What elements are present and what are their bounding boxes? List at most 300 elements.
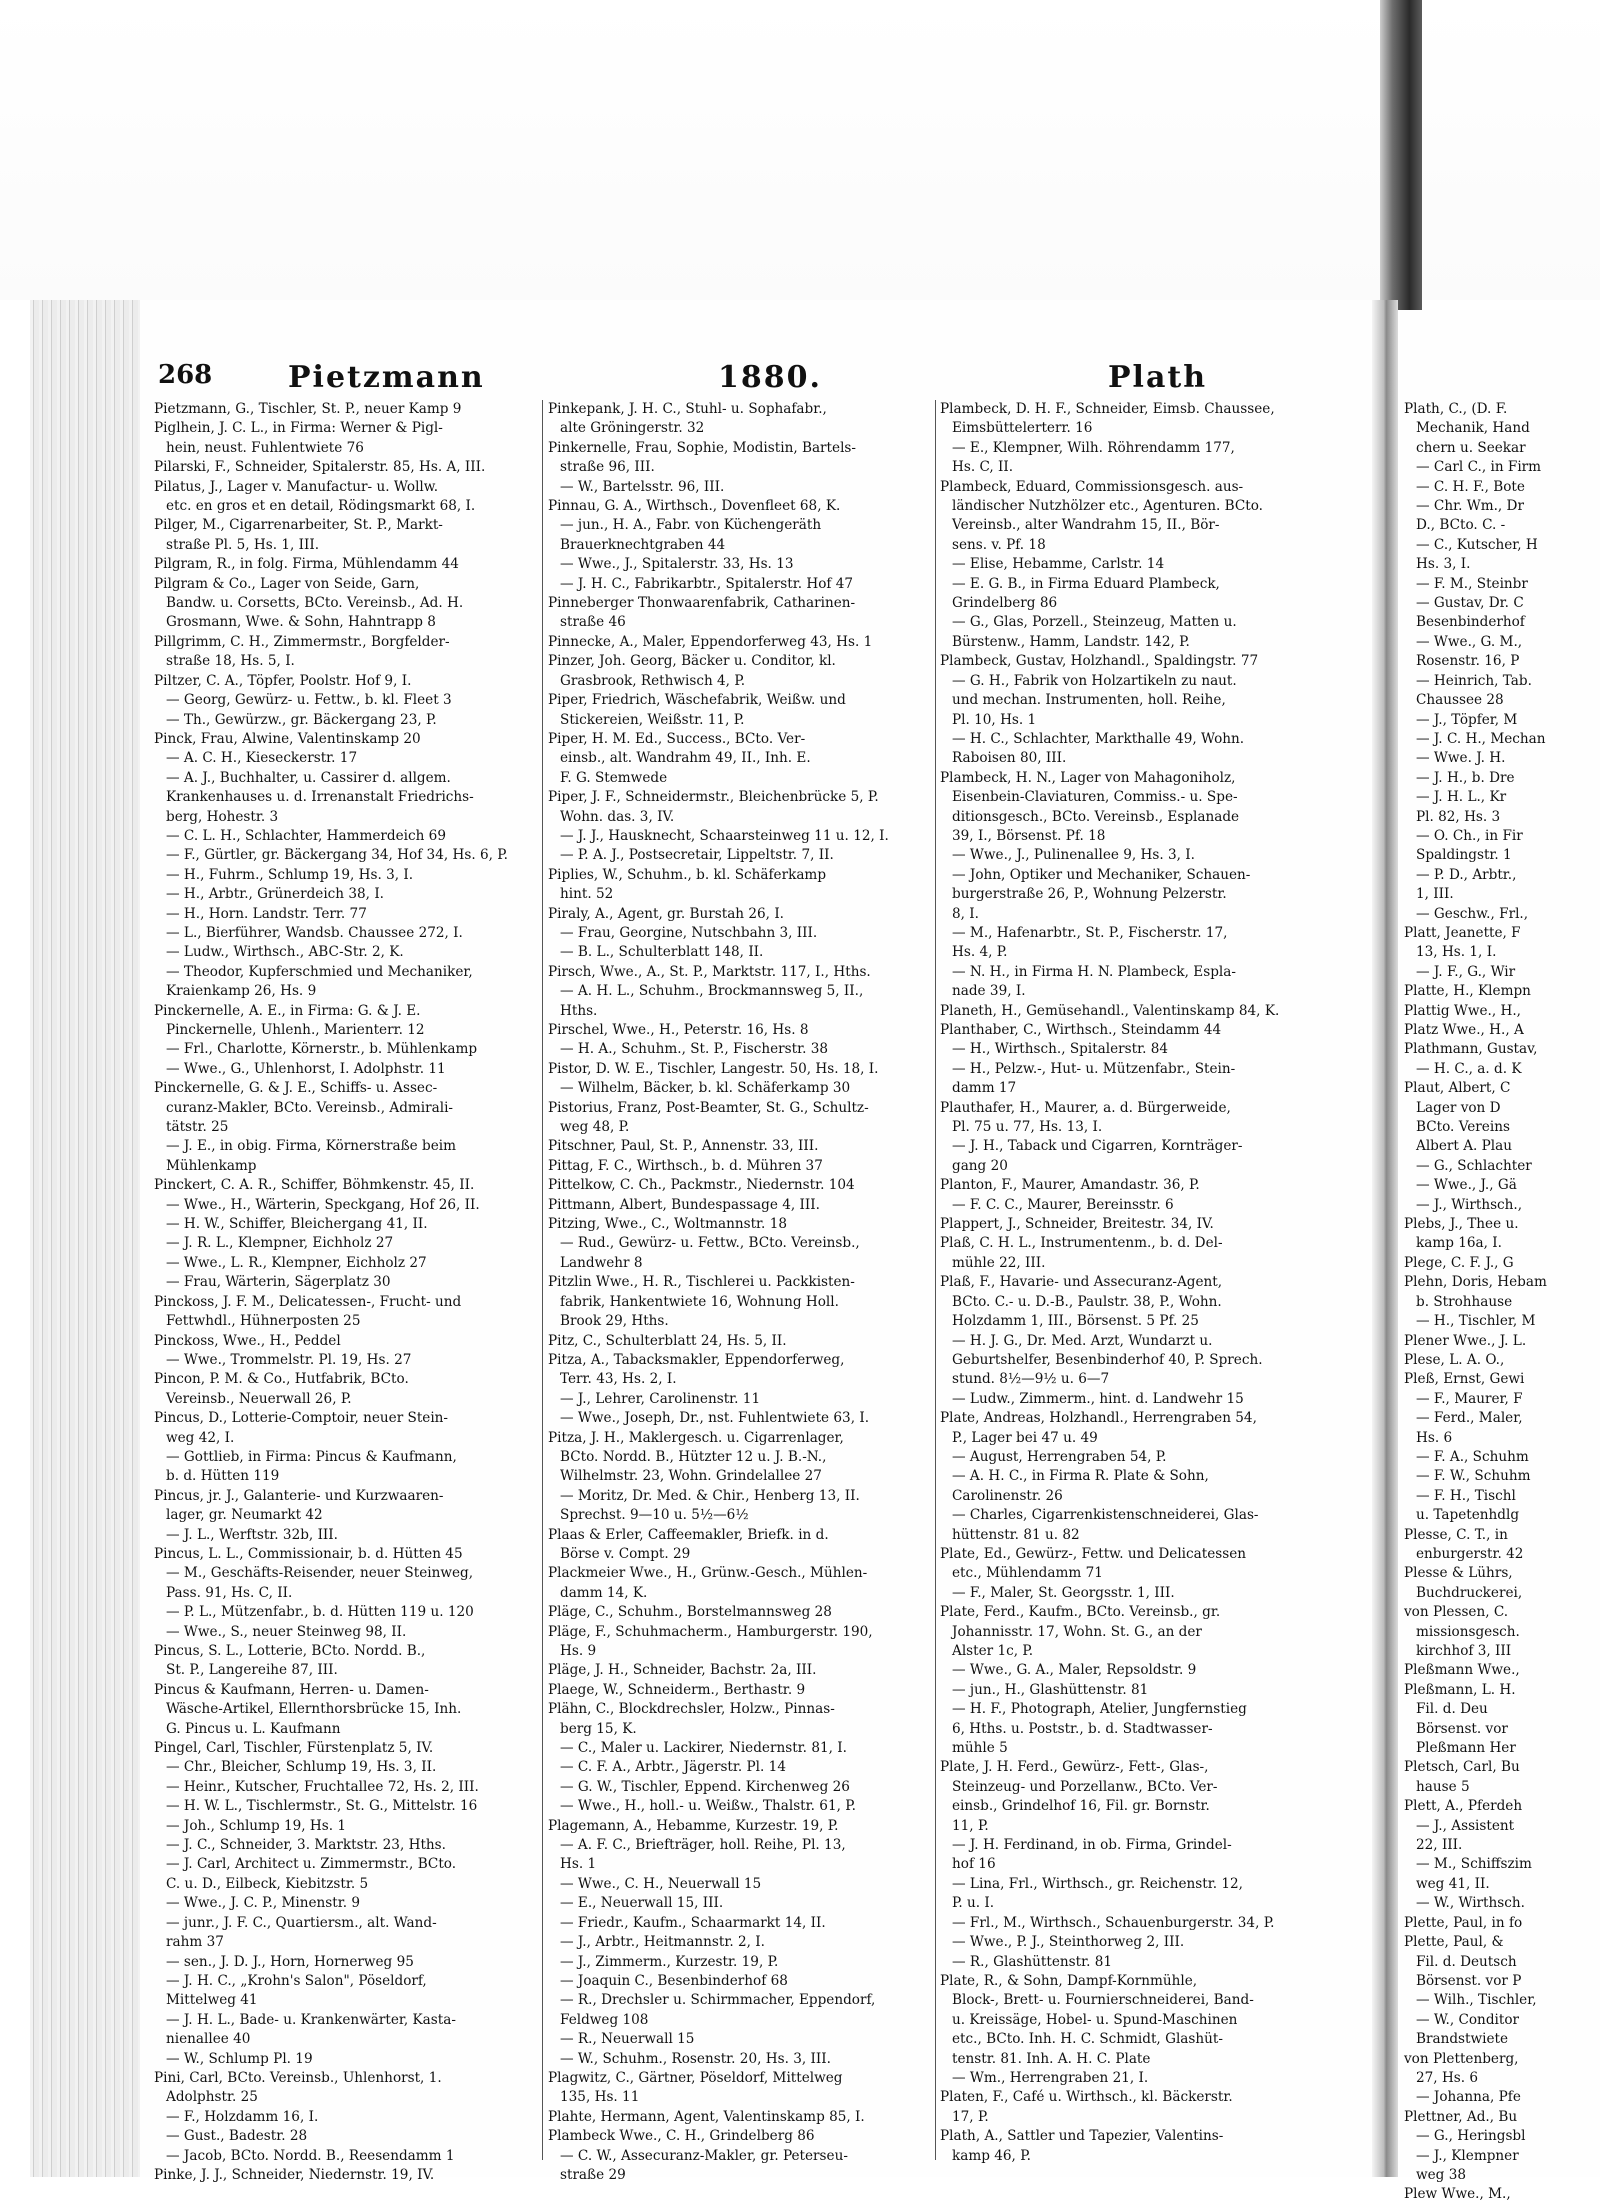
- directory-entry-line: Buchdruckerei,: [1416, 1584, 1523, 1601]
- directory-entry-line: weg 42, I.: [166, 1429, 235, 1446]
- directory-entry-line: — Heinrich, Tab.: [1416, 672, 1532, 689]
- directory-entry-line: Pitzing, Wwe., C., Woltmannstr. 18: [548, 1216, 787, 1233]
- directory-entry-line: — C. L. H., Schlachter, Hammerdeich 69: [166, 827, 446, 844]
- directory-entry-line: Plette, Paul, &: [1404, 1934, 1504, 1951]
- directory-page: [140, 300, 1372, 2183]
- directory-entry-line: — J., Zimmerm., Kurzestr. 19, P.: [560, 1953, 779, 1970]
- directory-entry-line: — Ferd., Maler,: [1416, 1410, 1523, 1427]
- directory-entry-line: ländischer Nutzhölzer etc., Agenturen. BCto.: [952, 498, 1263, 515]
- directory-entry-line: — H. W., Schiffer, Bleichergang 41, II.: [166, 1216, 428, 1233]
- directory-entry-line: chern u. Seekar: [1416, 439, 1526, 456]
- directory-entry-line: — A. H. L., Schuhm., Brockmannsweg 5, II.,: [560, 983, 864, 1000]
- directory-entry-line: St. P., Langereihe 87, III.: [166, 1662, 338, 1679]
- directory-entry-line: Piper, Friedrich, Wäschefabrik, Weißw. und: [548, 692, 846, 709]
- directory-entry-line: Pinnecke, A., Maler, Eppendorferweg 43, Hs. 1: [548, 633, 873, 650]
- directory-entry-line: Pinckoss, J. F. M., Delicatessen-, Frucht- und: [154, 1293, 462, 1310]
- directory-entry-line: missionsgesch.: [1416, 1623, 1520, 1640]
- directory-entry-line: — H. W. L., Tischlermstr., St. G., Mittelstr. 16: [166, 1798, 478, 1815]
- directory-entry-line: — Gust., Badestr. 28: [166, 2128, 308, 2145]
- directory-entry-line: — Charles, Cigarrenkistenschneiderei, Glas-: [952, 1507, 1259, 1524]
- directory-entry-line: — H., Wirthsch., Spitalerstr. 84: [952, 1041, 1169, 1058]
- directory-entry-line: Steinzeug- und Porzellanw., BCto. Ver-: [952, 1778, 1218, 1795]
- directory-entry-line: Brauerknechtgraben 44: [560, 536, 726, 553]
- directory-entry-line: tätstr. 25: [166, 1119, 229, 1136]
- directory-entry-line: Planton, F., Maurer, Amandastr. 36, P.: [940, 1177, 1200, 1194]
- directory-entry-line: — J. C., Schneider, 3. Marktstr. 23, Hths.: [166, 1837, 446, 1854]
- directory-entry-line: F. G. Stemwede: [560, 769, 668, 786]
- directory-entry-line: — John, Optiker und Mechaniker, Schauen-: [952, 866, 1251, 883]
- directory-entry-line: kamp 46, P.: [952, 2147, 1031, 2164]
- directory-entry-line: Holzdamm 1, III., Börsenst. 5 Pf. 25: [952, 1313, 1199, 1330]
- directory-entry-line: — C. F. A., Arbtr., Jägerstr. Pl. 14: [560, 1759, 786, 1776]
- directory-entry-line: — H. J. G., Dr. Med. Arzt, Wundarzt u.: [952, 1332, 1213, 1349]
- directory-entry-line: Platte, H., Klempn: [1404, 983, 1531, 1000]
- directory-entry-line: Pl. 75 u. 77, Hs. 13, I.: [952, 1119, 1103, 1136]
- directory-entry-line: — J. H. L., Bade- u. Krankenwärter, Kasta-: [166, 2011, 456, 2028]
- directory-entry-line: 13, Hs. 1, I.: [1416, 944, 1497, 961]
- directory-entry-line: Pini, Carl, BCto. Vereinsb., Uhlenhorst, 1.: [154, 2069, 442, 2086]
- directory-entry-line: — H., Arbtr., Grünerdeich 38, I.: [166, 886, 385, 903]
- directory-entry-line: Pinckert, C. A. R., Schiffer, Böhmkenstr. 45, II.: [154, 1177, 475, 1194]
- directory-entry-line: etc. en gros et en detail, Rödingsmarkt 68, I.: [166, 498, 476, 515]
- directory-entry-line: 22, III.: [1416, 1837, 1463, 1854]
- directory-entry-line: — W., Conditor: [1416, 2011, 1520, 2028]
- directory-entry-line: — B. L., Schulterblatt 148, II.: [560, 944, 764, 961]
- directory-entry-line: hint. 52: [560, 886, 614, 903]
- entries-column-1: [154, 400, 542, 2183]
- directory-entry-line: — J. C. H., Mechan: [1416, 730, 1546, 747]
- directory-entry-line: — Chr. Wm., Dr: [1416, 498, 1524, 515]
- directory-entry-line: — August, Herrengraben 54, P.: [952, 1448, 1167, 1465]
- directory-entry-line: P., Lager bei 47 u. 49: [952, 1429, 1098, 1446]
- directory-entry-line: Johannisstr. 17, Wohn. St. G., an der: [952, 1623, 1202, 1640]
- directory-entry-line: — J., Arbtr., Heitmannstr. 2, I.: [560, 1934, 765, 1951]
- directory-entry-line: Piltzer, C. A., Töpfer, Poolstr. Hof 9, I.: [154, 672, 412, 689]
- directory-entry-line: — Rud., Gewürz- u. Fettw., BCto. Vereinsb.,: [560, 1235, 860, 1252]
- directory-entry-line: — Wwe., J., Pulinenallee 9, Hs. 3, I.: [952, 847, 1195, 864]
- directory-entry-line: alte Gröningerstr. 32: [560, 420, 705, 437]
- directory-entry-line: — A. J., Buchhalter, u. Cassirer d. allgem.: [166, 769, 451, 786]
- directory-entry-line: — Frl., M., Wirthsch., Schauenburgerstr. 34, P.: [952, 1914, 1275, 1931]
- directory-entry-line: Piper, J. F., Schneidermstr., Bleichenbrücke 5, P.: [548, 789, 879, 806]
- directory-entry-line: Plettner, Ad., Bu: [1404, 2108, 1518, 2125]
- directory-entry-line: Rosenstr. 16, P: [1416, 653, 1520, 670]
- directory-entry-line: — F. W., Schuhm: [1416, 1468, 1531, 1485]
- directory-entry-line: Plette, Paul, in fo: [1404, 1914, 1523, 1931]
- directory-entry-line: Wäsche-Artikel, Ellernthorsbrücke 15, Inh.: [166, 1701, 462, 1718]
- directory-entry-line: Pleß, Ernst, Gewi: [1404, 1371, 1525, 1388]
- directory-entry-line: — Gustav, Dr. C: [1416, 595, 1524, 612]
- directory-entry-line: — F., Holzdamm 16, I.: [166, 2108, 319, 2125]
- directory-entry-line: Plattig Wwe., H.,: [1404, 1002, 1522, 1019]
- directory-entry-line: — W., Schuhm., Rosenstr. 20, Hs. 3, III.: [560, 2050, 831, 2067]
- directory-entry-line: Plate, J. H. Ferd., Gewürz-, Fett-, Glas-,: [940, 1759, 1209, 1776]
- directory-entry-line: — G. W., Tischler, Eppend. Kirchenweg 26: [560, 1778, 850, 1795]
- directory-entry-line: Plett, A., Pferdeh: [1404, 1798, 1523, 1815]
- directory-entry-line: Landwehr 8: [560, 1254, 643, 1271]
- directory-entry-line: C. u. D., Eilbeck, Kiebitzstr. 5: [166, 1875, 369, 1892]
- directory-entry-line: Eisenbein-Claviaturen, Commiss.- u. Spe-: [952, 789, 1238, 806]
- directory-entry-line: mühle 22, III.: [952, 1254, 1046, 1271]
- directory-entry-line: Pistorius, Franz, Post-Beamter, St. G., Schultz-: [548, 1099, 869, 1116]
- directory-entry-line: u. Kreissäge, Hobel- u. Spund-Maschinen: [952, 2011, 1238, 2028]
- directory-entry-line: — Wwe., Joseph, Dr., nst. Fuhlentwiete 63, I.: [560, 1410, 870, 1427]
- directory-entry-line: kamp 16a, I.: [1416, 1235, 1502, 1252]
- directory-entry-line: Hs. C, II.: [952, 459, 1014, 476]
- directory-entry-line: Fil. d. Deu: [1416, 1701, 1488, 1718]
- directory-entry-line: P. u. I.: [952, 1895, 995, 1912]
- directory-entry-line: Plaege, W., Schneiderm., Berthastr. 9: [548, 1681, 806, 1698]
- directory-entry-line: u. Tapetenhdlg: [1416, 1507, 1520, 1524]
- directory-entry-line: Pitza, A., Tabacksmakler, Eppendorferweg,: [548, 1351, 845, 1368]
- directory-entry-line: — C., Maler u. Lackirer, Niedernstr. 81, I.: [560, 1740, 847, 1757]
- directory-entry-line: — F., Maler, St. Georgsstr. 1, III.: [952, 1584, 1175, 1601]
- directory-entry-line: Feldweg 108: [560, 2011, 649, 2028]
- directory-entry-line: Platz Wwe., H., A: [1404, 1022, 1524, 1038]
- facing-page-partial: [1398, 310, 1600, 2203]
- directory-entry-line: einsb., Grindelhof 16, Fil. gr. Bornstr.: [952, 1798, 1210, 1815]
- directory-entry-line: Plagemann, A., Hebamme, Kurzestr. 19, P.: [548, 1817, 839, 1834]
- directory-entry-line: — J. E., in obig. Firma, Körnerstraße beim: [166, 1138, 456, 1155]
- directory-entry-line: Carolinenstr. 26: [952, 1487, 1063, 1504]
- directory-entry-line: Plaß, C. H. L., Instrumentenm., b. d. Del-: [940, 1235, 1223, 1252]
- directory-entry-line: Pilgram & Co., Lager von Seide, Garn,: [154, 575, 420, 592]
- directory-entry-line: — Johanna, Pfe: [1416, 2089, 1521, 2106]
- directory-entry-line: — Wwe., P. J., Steinthorweg 2, III.: [952, 1934, 1185, 1951]
- directory-entry-line: Piper, H. M. Ed., Success., BCto. Ver-: [548, 730, 806, 747]
- directory-entry-line: Pillgrimm, C. H., Zimmermstr., Borgfelder-: [154, 633, 450, 650]
- directory-entry-line: — Ludw., Zimmerm., hint. d. Landwehr 15: [952, 1390, 1244, 1407]
- directory-entry-line: Plambeck, Eduard, Commissionsgesch. aus-: [940, 478, 1244, 495]
- directory-entry-line: — Wwe., S., neuer Steinweg 98, II.: [166, 1623, 407, 1640]
- directory-entry-line: weg 48, P.: [560, 1119, 630, 1136]
- directory-entry-line: damm 17: [952, 1080, 1017, 1097]
- directory-entry-line: — J. R. L., Klempner, Eichholz 27: [166, 1235, 394, 1252]
- directory-entry-line: Plambeck Wwe., C. H., Grindelberg 86: [548, 2128, 815, 2145]
- directory-entry-line: Adolphstr. 25: [166, 2089, 258, 2106]
- directory-entry-line: einsb., alt. Wandrahm 49, II., Inh. E.: [560, 750, 811, 767]
- directory-entry-line: Plate, Ed., Gewürz-, Fettw. und Delicatessen: [940, 1545, 1246, 1562]
- directory-entry-line: — Jacob, BCto. Nordd. B., Reesendamm 1: [166, 2147, 455, 2164]
- directory-entry-line: — J., Lehrer, Carolinenstr. 11: [560, 1390, 761, 1407]
- directory-entry-line: Alster 1c, P.: [952, 1643, 1034, 1659]
- directory-entry-line: — P. A. J., Postsecretair, Lippeltstr. 7, II.: [560, 847, 834, 864]
- directory-entry-line: Wilhelmstr. 23, Wohn. Grindelallee 27: [560, 1468, 822, 1485]
- directory-entry-line: Pläge, C., Schuhm., Borstelmannsweg 28: [548, 1604, 832, 1621]
- directory-entry-line: — J. H., b. Dre: [1416, 769, 1515, 786]
- directory-entry-line: Lager von D: [1416, 1099, 1501, 1116]
- directory-entry-line: — P. D., Arbtr.,: [1416, 866, 1517, 883]
- directory-entry-line: G. Pincus u. L. Kaufmann: [166, 1720, 341, 1737]
- directory-entry-line: Vereinsb., alter Wandrahm 15, II., Bör-: [952, 517, 1220, 534]
- directory-entry-line: — M., Schiffszim: [1416, 1856, 1532, 1873]
- directory-entry-line: Plath, A., Sattler und Tapezier, Valentins-: [940, 2128, 1224, 2145]
- directory-entry-line: Grosmann, Wwe. & Sohn, Hahntrapp 8: [166, 614, 436, 631]
- directory-entry-line: enburgerstr. 42: [1416, 1545, 1524, 1562]
- directory-entry-line: Plate, R., & Sohn, Dampf-Kornmühle,: [940, 1972, 1198, 1989]
- directory-entry-line: Eimsbüttelerterr. 16: [952, 420, 1093, 437]
- directory-entry-line: Piraly, A., Agent, gr. Burstah 26, I.: [548, 905, 785, 922]
- directory-entry-line: Pilarski, F., Schneider, Spitalerstr. 85, Hs. A, III.: [154, 459, 486, 476]
- directory-entry-line: — J. L., Werftstr. 32b, III.: [166, 1526, 338, 1543]
- directory-entry-line: Pinckernelle, Uhlenh., Marienterr. 12: [166, 1022, 425, 1038]
- directory-entry-line: rahm 37: [166, 1934, 224, 1951]
- directory-entry-line: — Carl C., in Firm: [1416, 459, 1542, 476]
- directory-entry-line: — Geschw., Frl.,: [1416, 905, 1529, 922]
- entries-column-facing: [1404, 400, 1604, 2205]
- directory-entry-line: sens. v. Pf. 18: [952, 536, 1046, 553]
- directory-entry-line: Pittelkow, C. Ch., Packmstr., Niedernstr. 104: [548, 1177, 855, 1194]
- directory-entry-line: — Frau, Georgine, Nutschbahn 3, III.: [560, 924, 818, 941]
- directory-entry-line: Brandstwiete: [1416, 2031, 1509, 2048]
- directory-entry-line: Pilatus, J., Lager v. Manufactur- u. Wollw.: [154, 478, 439, 495]
- directory-entry-line: straße 46: [560, 614, 626, 631]
- header-left-catchword: Pietzmann: [288, 360, 485, 395]
- directory-entry-line: — M., Geschäfts-Reisender, neuer Steinweg,: [166, 1565, 474, 1582]
- directory-entry-line: Pinkernelle, Frau, Sophie, Modistin, Bartels-: [548, 439, 856, 456]
- directory-entry-line: Wohn. das. 3, IV.: [560, 808, 675, 825]
- directory-entry-line: — W., Schlump Pl. 19: [166, 2050, 313, 2067]
- directory-entry-line: stund. 8½—9½ u. 6—7: [952, 1371, 1110, 1388]
- directory-entry-line: Pinck, Frau, Alwine, Valentinskamp 20: [154, 730, 421, 747]
- directory-entry-line: etc., Mühlendamm 71: [952, 1565, 1103, 1582]
- directory-entry-line: Pinckernelle, G. & J. E., Schiffs- u. Assec-: [154, 1080, 438, 1097]
- directory-entry-line: — J., Klempner: [1416, 2147, 1519, 2164]
- directory-entry-line: — H. A., Schuhm., St. P., Fischerstr. 38: [560, 1041, 829, 1058]
- directory-entry-line: Plesse & Lührs,: [1404, 1565, 1513, 1582]
- directory-entry-line: Plambeck, Gustav, Holzhandl., Spaldingstr. 77: [940, 653, 1259, 670]
- directory-entry-line: Plesse, C. T., in: [1404, 1526, 1508, 1543]
- directory-entry-line: 6, Hths. u. Poststr., b. d. Stadtwasser-: [952, 1720, 1213, 1737]
- directory-entry-line: Pleßmann Her: [1416, 1740, 1516, 1757]
- directory-entry-line: — C. H. F., Bote: [1416, 478, 1525, 495]
- directory-entry-line: Krankenhauses u. d. Irrenanstalt Friedrichs-: [166, 789, 474, 806]
- directory-entry-line: straße 18, Hs. 5, I.: [166, 653, 295, 670]
- directory-entry-line: Pinnau, G. A., Wirthsch., Dovenfleet 68, K.: [548, 498, 841, 515]
- directory-entry-line: — H., Fuhrm., Schlump 19, Hs. 3, I.: [166, 866, 414, 883]
- directory-entry-line: — A. C. H., Kieseckerstr. 17: [166, 750, 358, 767]
- directory-entry-line: kirchhof 3, III: [1416, 1643, 1512, 1659]
- directory-entry-line: burgerstraße 26, P., Wohnung Pelzerstr.: [952, 886, 1227, 903]
- directory-entry-line: — Wwe., H., holl.- u. Weißw., Thalstr. 61, P.: [560, 1798, 856, 1815]
- directory-entry-line: weg 41, II.: [1416, 1875, 1490, 1892]
- directory-entry-line: und mechan. Instrumenten, holl. Reihe,: [952, 692, 1226, 709]
- directory-entry-line: Pletsch, Carl, Bu: [1404, 1759, 1520, 1776]
- directory-entry-line: hein, neust. Fuhlentwiete 76: [166, 439, 364, 456]
- directory-entry-line: — C. W., Assecuranz-Makler, gr. Peterseu-: [560, 2147, 848, 2164]
- directory-entry-line: Plappert, J., Schneider, Breitestr. 34, IV.: [940, 1216, 1214, 1233]
- directory-entry-line: Plener Wwe., J. L.: [1404, 1332, 1527, 1349]
- directory-entry-line: Pincus & Kaufmann, Herren- u. Damen-: [154, 1681, 429, 1698]
- directory-entry-line: straße 96, III.: [560, 459, 655, 476]
- directory-entry-line: Plackmeier Wwe., H., Grünw.-Gesch., Mühlen-: [548, 1565, 868, 1582]
- directory-entry-line: Pitza, J. H., Maklergesch. u. Cigarrenlager,: [548, 1429, 844, 1446]
- directory-entry-line: Kraienkamp 26, Hs. 9: [166, 983, 317, 1000]
- directory-entry-line: Plebs, J., Thee u.: [1404, 1216, 1519, 1233]
- directory-entry-line: Plaut, Albert, C: [1404, 1080, 1511, 1097]
- directory-entry-line: — Wwe., J., Spitalerstr. 33, Hs. 13: [560, 556, 794, 573]
- directory-entry-line: Terr. 43, Hs. 2, I.: [560, 1371, 677, 1388]
- directory-entry-line: — F. M., Steinbr: [1416, 575, 1528, 592]
- directory-entry-line: curanz-Makler, BCto. Vereinsb., Admirali-: [166, 1099, 454, 1116]
- directory-entry-line: weg 38: [1416, 2166, 1467, 2183]
- directory-entry-line: — J., Assistent: [1416, 1817, 1515, 1834]
- directory-entry-line: Plathmann, Gustav,: [1404, 1041, 1538, 1058]
- directory-entry-line: — Ludw., Wirthsch., ABC-Str. 2, K.: [166, 944, 404, 961]
- directory-entry-line: Stickereien, Weißstr. 11, P.: [560, 711, 745, 728]
- directory-entry-line: Pinckoss, Wwe., H., Peddel: [154, 1332, 341, 1349]
- directory-entry-line: — Lina, Frl., Wirthsch., gr. Reichenstr. 12,: [952, 1875, 1243, 1892]
- directory-entry-line: — jun., H., Glashüttenstr. 81: [952, 1681, 1149, 1698]
- directory-entry-line: Plate, Andreas, Holzhandl., Herrengraben 54,: [940, 1410, 1257, 1427]
- directory-entry-line: Plahte, Hermann, Agent, Valentinskamp 85, I.: [548, 2108, 865, 2125]
- directory-entry-line: fabrik, Hankentwiete 16, Wohnung Holl.: [560, 1293, 839, 1310]
- directory-entry-line: — Joaquin C., Besenbinderhof 68: [560, 1972, 788, 1989]
- directory-entry-line: mühle 5: [952, 1740, 1008, 1757]
- column-divider: [935, 400, 936, 2160]
- directory-entry-line: — Wwe., C. H., Neuerwall 15: [560, 1875, 762, 1892]
- directory-entry-line: — Wwe., J. C. P., Minenstr. 9: [166, 1895, 361, 1912]
- directory-entry-line: — E. G. B., in Firma Eduard Plambeck,: [952, 575, 1220, 592]
- directory-entry-line: — Chr., Bleicher, Schlump 19, Hs. 3, II.: [166, 1759, 437, 1776]
- directory-entry-line: — Frau, Wärterin, Sägerplatz 30: [166, 1274, 391, 1291]
- entries-column-3: [940, 400, 1328, 2164]
- directory-entry-line: nienallee 40: [166, 2031, 251, 2048]
- directory-entry-line: — Gottlieb, in Firma: Pincus & Kaufmann,: [166, 1448, 457, 1465]
- entries-column-2: [548, 400, 936, 2183]
- directory-entry-line: — Wilh., Tischler,: [1416, 1992, 1537, 2009]
- directory-entry-line: Platt, Jeanette, F: [1404, 924, 1521, 941]
- directory-entry-line: — J. Carl, Architect u. Zimmermstr., BCto.: [166, 1856, 457, 1873]
- directory-entry-line: Bürstenw., Hamm, Landstr. 142, P.: [952, 633, 1190, 650]
- directory-entry-line: Börsenst. vor: [1416, 1720, 1508, 1737]
- directory-entry-line: Plege, C. F. J., G: [1404, 1254, 1514, 1271]
- directory-entry-line: Hs. 6: [1416, 1429, 1453, 1446]
- directory-entry-line: 8, I.: [952, 905, 979, 922]
- directory-entry-line: Pitzlin Wwe., H. R., Tischlerei u. Packkisten-: [548, 1274, 855, 1291]
- directory-entry-line: — Joh., Schlump 19, Hs. 1: [166, 1817, 347, 1834]
- directory-entry-line: — Wwe., H., Wärterin, Speckgang, Hof 26, II.: [166, 1196, 480, 1213]
- directory-entry-line: — H. C., Schlachter, Markthalle 49, Wohn.: [952, 730, 1245, 747]
- directory-entry-line: Mechanik, Hand: [1416, 420, 1530, 437]
- directory-entry-line: — Friedr., Kaufm., Schaarmarkt 14, II.: [560, 1914, 826, 1931]
- directory-entry-line: ditionsgesch., BCto. Vereinsb., Esplanade: [952, 808, 1240, 825]
- directory-entry-line: von Plettenberg,: [1404, 2050, 1519, 2067]
- directory-entry-line: — Heinr., Kutscher, Fruchtallee 72, Hs. 2, III.: [166, 1778, 479, 1795]
- directory-entry-line: Pitz, C., Schulterblatt 24, Hs. 5, II.: [548, 1332, 787, 1349]
- directory-entry-line: Pl. 10, Hs. 1: [952, 711, 1037, 728]
- scan-background: [0, 0, 1600, 300]
- directory-entry-line: 17, P.: [952, 2108, 989, 2125]
- directory-entry-line: Pilger, M., Cigarrenarbeiter, St. P., Markt-: [154, 517, 443, 534]
- directory-entry-line: Piplies, W., Schuhm., b. kl. Schäferkamp: [548, 866, 827, 883]
- directory-entry-line: Plähn, C., Blockdrechsler, Holzw., Pinnas-: [548, 1701, 835, 1718]
- directory-entry-line: etc., BCto. Inh. H. C. Schmidt, Glashüt-: [952, 2031, 1223, 2048]
- directory-entry-line: — E., Neuerwall 15, III.: [560, 1895, 724, 1912]
- directory-entry-line: — W., Wirthsch.: [1416, 1895, 1525, 1912]
- directory-entry-line: — O. Ch., in Fir: [1416, 827, 1523, 844]
- directory-entry-line: Albert A. Plau: [1416, 1138, 1513, 1155]
- directory-entry-line: — sen., J. D. J., Horn, Hornerweg 95: [166, 1953, 414, 1970]
- directory-entry-line: Plew Wwe., M.,: [1404, 2186, 1511, 2203]
- directory-entry-line: straße Pl. 5, Hs. 1, III.: [166, 536, 320, 553]
- directory-entry-line: — L., Bierführer, Wandsb. Chaussee 272, I.: [166, 924, 463, 941]
- directory-entry-line: Plambeck, D. H. F., Schneider, Eimsb. Chaussee,: [940, 401, 1275, 417]
- directory-entry-line: straße 29: [560, 2166, 626, 2183]
- directory-entry-line: — Wwe., G., Uhlenhorst, I. Adolphstr. 11: [166, 1060, 446, 1077]
- directory-entry-line: — G., Schlachter: [1416, 1157, 1532, 1174]
- page-number: 268: [158, 360, 213, 390]
- directory-entry-line: nade 39, I.: [952, 983, 1026, 1000]
- directory-entry-line: Fettwhdl., Hühnerposten 25: [166, 1313, 361, 1330]
- directory-entry-line: — J. J., Hausknecht, Schaarsteinweg 11 u. 12, I.: [560, 827, 889, 844]
- directory-entry-line: Mühlenkamp: [166, 1157, 257, 1174]
- directory-entry-line: 1, III.: [1416, 886, 1454, 903]
- directory-entry-line: gang 20: [952, 1157, 1008, 1174]
- header-right-catchword: Plath: [1108, 360, 1208, 395]
- directory-entry-line: — F. C. C., Maurer, Bereinsstr. 6: [952, 1196, 1174, 1213]
- directory-entry-line: Pläge, F., Schuhmacherm., Hamburgerstr. 190,: [548, 1623, 873, 1640]
- directory-entry-line: Raboisen 80, III.: [952, 750, 1067, 767]
- directory-entry-line: Börsenst. vor P: [1416, 1972, 1522, 1989]
- directory-entry-line: — Wwe., G. A., Maler, Repsoldstr. 9: [952, 1662, 1197, 1679]
- directory-entry-line: Pinzer, Joh. Georg, Bäcker u. Conditor, kl.: [548, 653, 836, 670]
- directory-entry-line: — J. H. C., Fabrikarbtr., Spitalerstr. Hof 47: [560, 575, 854, 592]
- directory-entry-line: Plambeck, H. N., Lager von Mahagoniholz,: [940, 769, 1236, 786]
- directory-entry-line: — Wm., Herrengraben 21, I.: [952, 2069, 1149, 2086]
- directory-entry-line: — F. A., Schuhm: [1416, 1448, 1529, 1465]
- directory-entry-line: — Wilhelm, Bäcker, b. kl. Schäferkamp 30: [560, 1080, 851, 1097]
- directory-entry-line: Pirschel, Wwe., H., Peterstr. 16, Hs. 8: [548, 1022, 809, 1038]
- directory-entry-line: Vereinsb., Neuerwall 26, P.: [166, 1390, 352, 1407]
- directory-entry-line: Chaussee 28: [1416, 692, 1504, 709]
- directory-entry-line: — J. H. L., Kr: [1416, 789, 1507, 806]
- directory-entry-line: — J. H. C., „Krohn's Salon", Pöseldorf,: [166, 1972, 427, 1989]
- directory-entry-line: BCto. Vereins: [1416, 1119, 1510, 1136]
- directory-entry-line: Hs. 3, I.: [1416, 556, 1471, 573]
- directory-entry-line: — H., Pelzw.-, Hut- u. Mützenfabr., Stein-: [952, 1060, 1236, 1077]
- directory-entry-line: von Plessen, C.: [1404, 1604, 1509, 1621]
- directory-entry-line: 39, I., Börsenst. Pf. 18: [952, 827, 1106, 844]
- directory-entry-line: Grindelberg 86: [952, 595, 1058, 612]
- directory-entry-line: — J. H., Taback und Cigarren, Kornträger-: [952, 1138, 1243, 1155]
- directory-entry-line: berg 15, K.: [560, 1720, 637, 1737]
- directory-entry-line: damm 14, K.: [560, 1584, 648, 1601]
- directory-entry-line: — Moritz, Dr. Med. & Chir., Henberg 13, II.: [560, 1487, 860, 1504]
- directory-entry-line: Pinkepank, J. H. C., Stuhl- u. Sophafabr.,: [548, 401, 827, 417]
- directory-entry-line: tenstr. 81. Inh. A. H. C. Plate: [952, 2050, 1151, 2067]
- directory-entry-line: Piglhein, J. C. L., in Firma: Werner & Pigl-: [154, 420, 443, 437]
- directory-entry-line: — Wwe., L. R., Klempner, Eichholz 27: [166, 1254, 427, 1271]
- directory-entry-line: Hs. 1: [560, 1856, 597, 1873]
- directory-entry-line: hause 5: [1416, 1778, 1470, 1795]
- directory-entry-line: Pincon, P. M. & Co., Hutfabrik, BCto.: [154, 1371, 409, 1388]
- directory-entry-line: — H., Tischler, M: [1416, 1313, 1536, 1330]
- directory-entry-line: Plath, C., (D. F.: [1404, 401, 1508, 417]
- directory-entry-line: Pittmann, Albert, Bundespassage 4, III.: [548, 1196, 820, 1213]
- directory-entry-line: Block-, Brett- u. Fournierschneiderei, Band-: [952, 1992, 1254, 2009]
- directory-entry-line: Brook 29, Hths.: [560, 1313, 669, 1330]
- directory-entry-line: — A. F. C., Briefträger, holl. Reihe, Pl. 13,: [560, 1837, 846, 1854]
- directory-entry-line: Pläge, J. H., Schneider, Bachstr. 2a, III.: [548, 1662, 817, 1679]
- directory-entry-line: BCto. Nordd. B., Hützter 12 u. J. B.-N.,: [560, 1448, 827, 1465]
- directory-entry-line: Hths.: [560, 1002, 598, 1019]
- directory-entry-line: Sprechst. 9—10 u. 5½—6½: [560, 1507, 749, 1524]
- directory-entry-line: 27, Hs. 6: [1416, 2069, 1479, 2086]
- directory-entry-line: Pinke, J. J., Schneider, Niedernstr. 19, IV.: [154, 2166, 435, 2183]
- page-stack-edge: [30, 300, 140, 2177]
- directory-entry-line: Pleßmann, L. H.: [1404, 1681, 1516, 1698]
